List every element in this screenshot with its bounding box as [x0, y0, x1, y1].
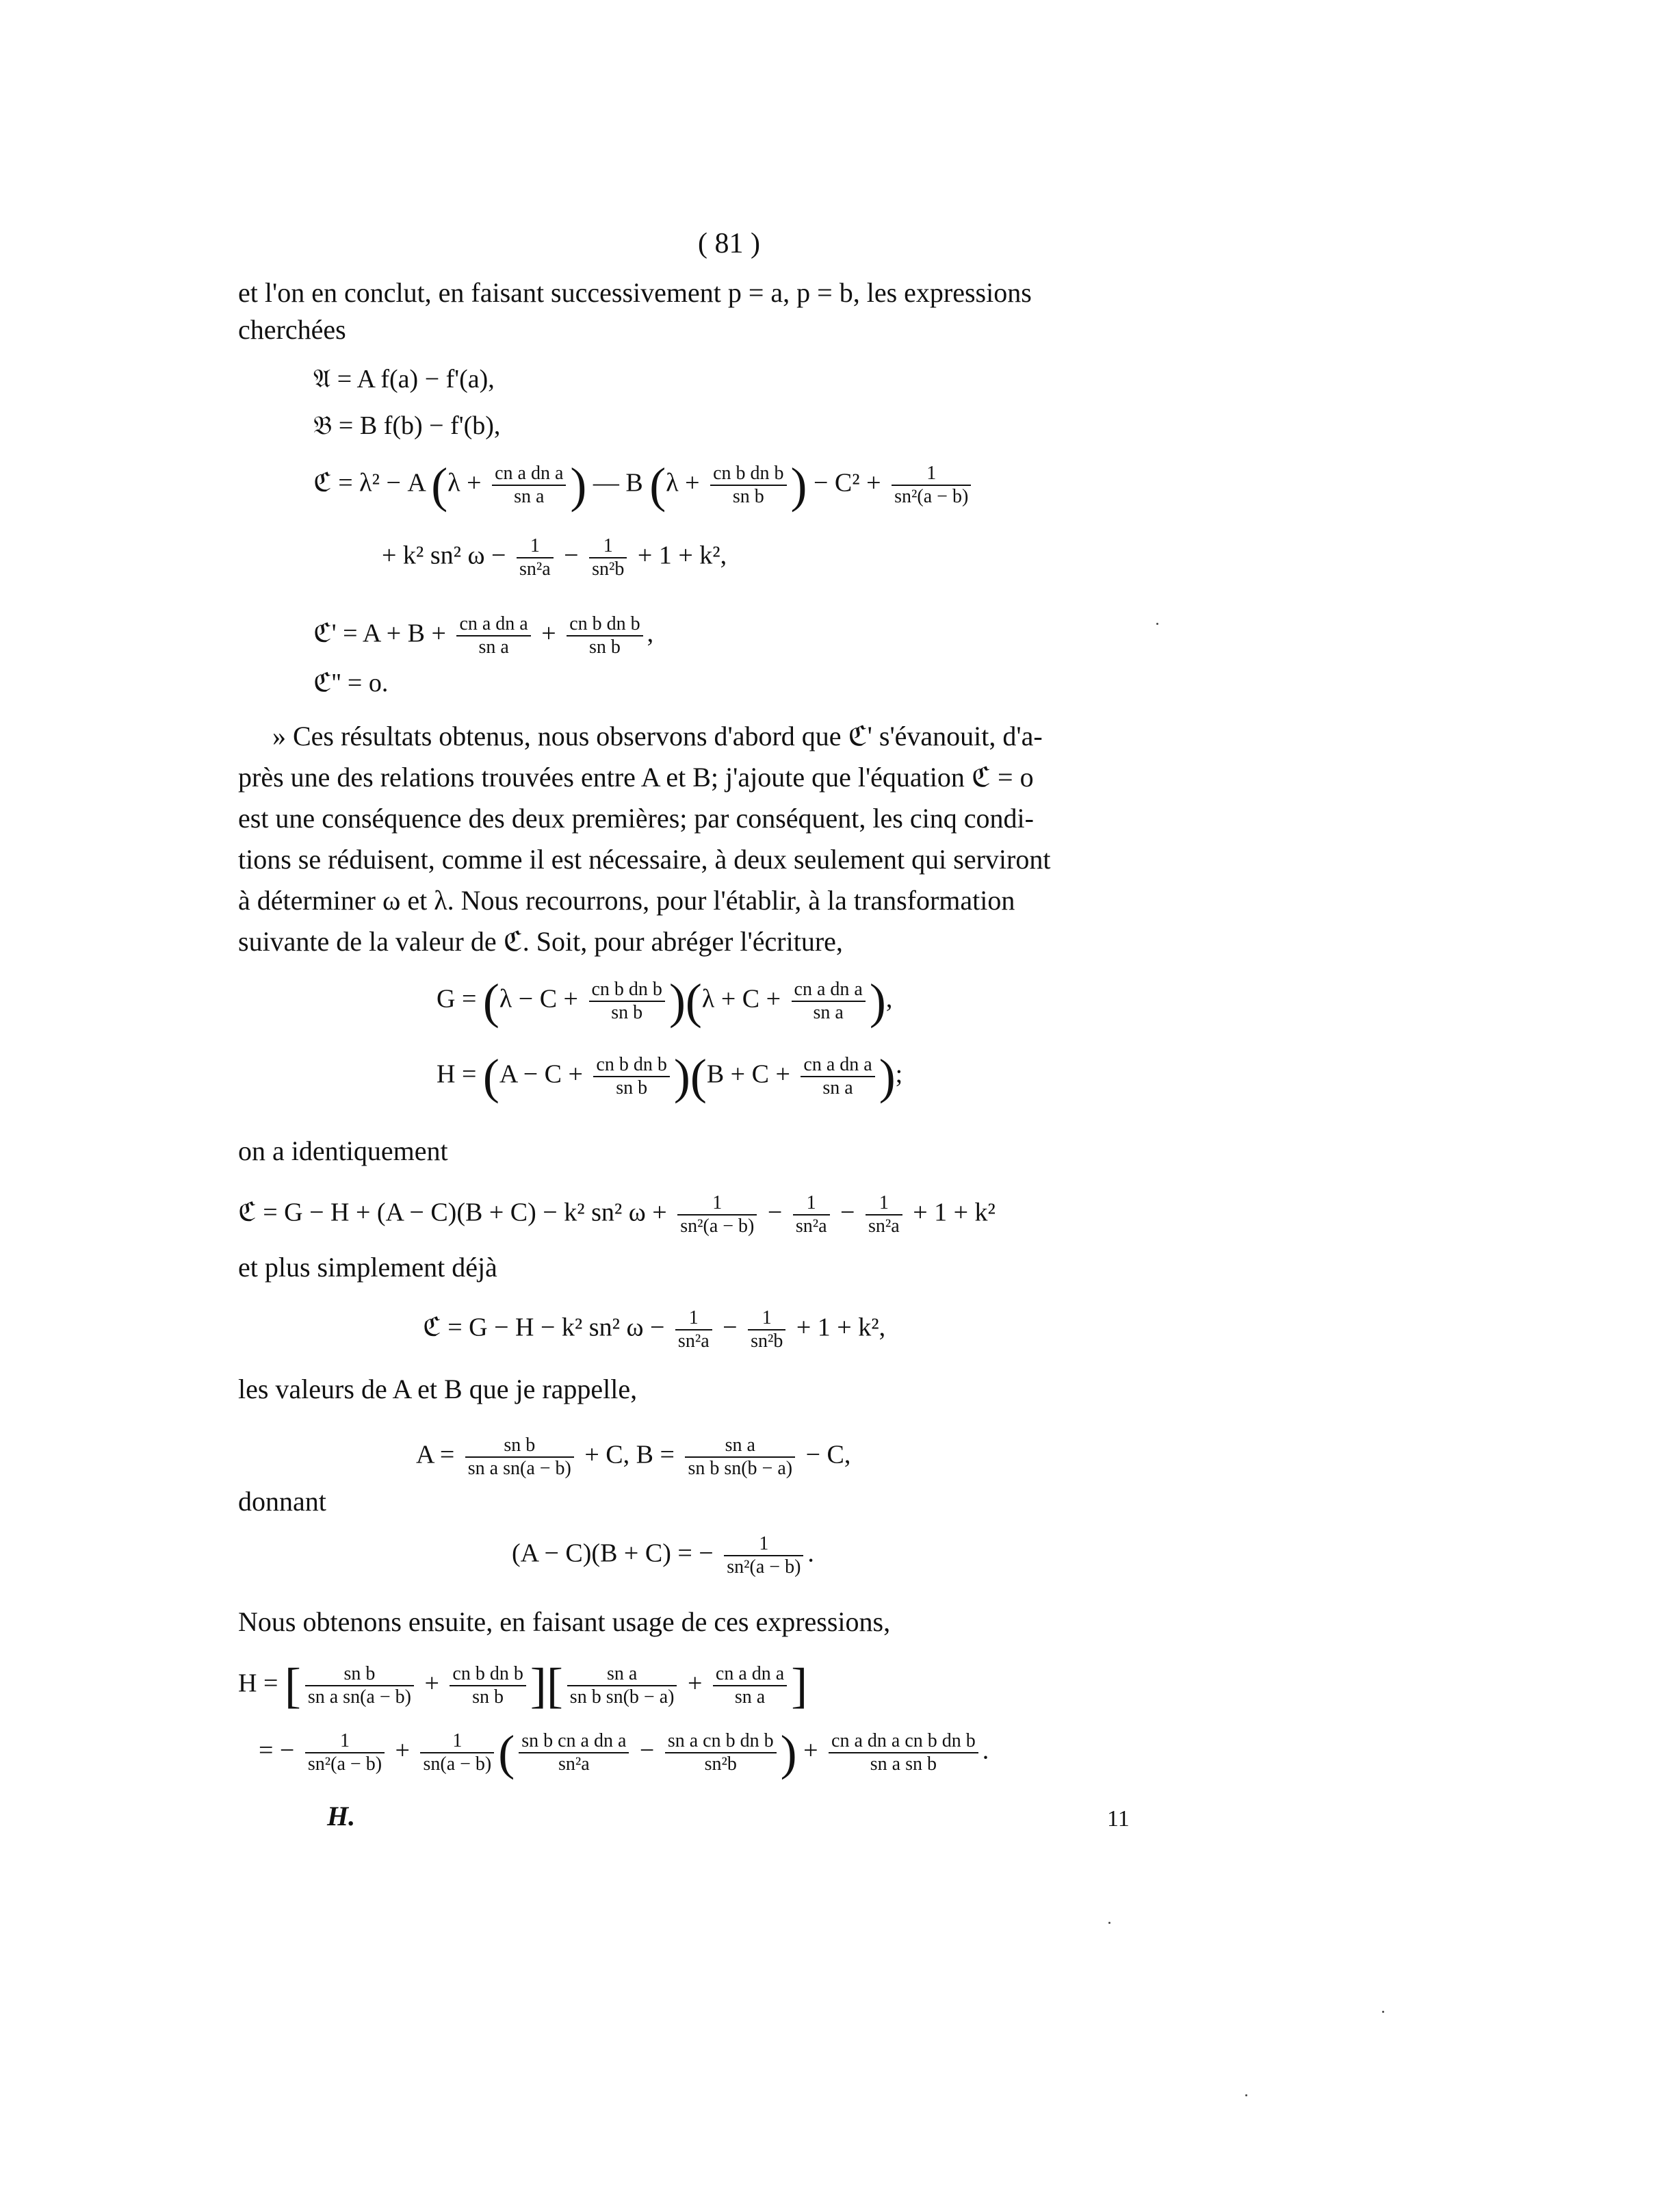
g-factor-1-text: λ − C +: [499, 984, 578, 1014]
simp-tail: + 1 + k²,: [796, 1313, 886, 1342]
denominator: sn²a: [866, 1214, 902, 1237]
denominator: sn²(a − b): [724, 1555, 803, 1578]
equation-h: [437, 1049, 903, 1104]
numerator: 1: [806, 1192, 816, 1213]
page-number: ( 81 ): [698, 228, 760, 259]
numerator: sn a: [725, 1435, 755, 1456]
eq-c2-lead: + k² sn² ω −: [382, 541, 506, 570]
denominator: sn a: [792, 1001, 866, 1024]
paragraph-6: donnant: [238, 1486, 326, 1517]
paren-open: (: [482, 1049, 499, 1104]
eq-c-lead: ℭ = λ² − A: [313, 468, 425, 498]
numerator: cn b dn b: [591, 979, 662, 1000]
hy-fraction-2: [420, 1730, 494, 1775]
paren-close: ): [879, 1049, 896, 1104]
numerator: 1: [926, 463, 937, 484]
ab-tail: − C,: [805, 1440, 851, 1469]
numerator: cn a dn a: [495, 463, 564, 484]
numerator: cn a dn a: [459, 613, 528, 634]
numerator: sn b: [343, 1663, 376, 1684]
equation-frak-a: 𝔄 = A f(a) − f'(a),: [313, 365, 495, 394]
hx-lead: H =: [238, 1669, 278, 1698]
paragraph-5: les valeurs de A et B que je rappelle,: [238, 1374, 638, 1404]
period: .: [807, 1539, 814, 1568]
eq-c-lambda: λ +: [447, 468, 482, 498]
numerator: 1: [688, 1307, 699, 1328]
comma: ,: [647, 619, 654, 648]
numerator: 1: [339, 1730, 350, 1751]
equation-identity: [238, 1192, 996, 1237]
numerator: sn a cn b dn b: [667, 1730, 774, 1751]
numerator: cn a dn a: [794, 979, 863, 1000]
equation-frak-c-prime: [313, 613, 653, 658]
numerator: cn b dn b: [713, 463, 784, 484]
paragraph-2-line-3: est une conséquence des deux premières; par conséquent, les cinq condi-: [238, 803, 1034, 834]
plus-sign: +: [541, 619, 556, 648]
paragraph-2-line-2: près une des relations trouvées entre A et B; j'ajoute que l'équation ℭ = o: [238, 762, 1034, 793]
numerator: cn b dn b: [569, 613, 640, 634]
numerator: 1: [759, 1533, 769, 1554]
hy-fraction-3: [519, 1730, 629, 1775]
numerator: cn b dn b: [596, 1054, 667, 1075]
simp-fraction-2: [748, 1307, 785, 1352]
h-factor-1-text: A − C +: [499, 1059, 583, 1089]
eq-c-lambda-2: λ +: [666, 468, 700, 498]
prod-lead: (A − C)(B + C) = −: [512, 1539, 714, 1568]
denominator: sn a sn(a − b): [305, 1685, 414, 1708]
denominator: sn a: [492, 485, 566, 508]
paragraph-7: Nous obtenons ensuite, en faisant usage de ces expressions,: [238, 1606, 891, 1637]
hx-fraction-3: [567, 1663, 677, 1708]
denominator: sn a sn(a − b): [465, 1456, 574, 1480]
denominator: sn²a: [793, 1214, 830, 1237]
eq-c-fraction-1: [492, 463, 566, 508]
minus-sign: −: [723, 1313, 738, 1342]
bracket-close: ]: [791, 1658, 808, 1713]
eq-c1-fraction-2: [567, 613, 642, 658]
footer-signature: H.: [327, 1801, 356, 1831]
paren-open: (: [482, 974, 499, 1029]
paragraph-2-line-6: suivante de la valeur de ℭ. Soit, pour abréger l'écriture,: [238, 926, 843, 957]
paren-close: ): [570, 458, 587, 513]
bracket-close: ]: [530, 1658, 547, 1713]
scan-speck: [1382, 2011, 1384, 2013]
denominator: sn a sn b: [829, 1752, 978, 1775]
denominator: sn b: [450, 1685, 525, 1708]
scan-speck: [1108, 1922, 1110, 1924]
paren-open: (: [685, 974, 702, 1029]
scan-speck: [1156, 623, 1158, 625]
ab-fraction-1: [465, 1435, 574, 1480]
semicolon: ;: [895, 1059, 903, 1089]
paragraph-1-line-2: cherchées: [238, 314, 346, 345]
paren-open: (: [431, 458, 448, 513]
equation-product: [512, 1533, 814, 1578]
denominator: sn a: [713, 1685, 787, 1708]
hx-fraction-1: [305, 1663, 414, 1708]
denominator: sn b sn(b − a): [685, 1456, 795, 1480]
plus-sign: +: [424, 1669, 439, 1698]
ident-fraction-3: [866, 1192, 902, 1237]
paragraph-3: on a identiquement: [238, 1135, 448, 1166]
numerator: 1: [603, 535, 613, 556]
paragraph-4: et plus simplement déjà: [238, 1252, 497, 1283]
eq-c-fraction-2: [710, 463, 786, 508]
denominator: sn b: [589, 1001, 665, 1024]
equation-frak-c-double-prime: ℭ'' = o.: [313, 669, 389, 697]
equation-h-expanded-line-2: [259, 1725, 989, 1780]
hy-lead: = −: [259, 1736, 295, 1765]
eq-c2-fraction-1: [517, 535, 554, 580]
numerator: cn b dn b: [452, 1663, 523, 1684]
equation-a-b-values: [416, 1435, 850, 1480]
comma: ,: [885, 984, 893, 1014]
eq-c-fraction-3: [892, 463, 971, 508]
minus-sign: −: [767, 1198, 783, 1227]
denominator: sn(a − b): [420, 1752, 494, 1775]
denominator: sn²(a − b): [305, 1752, 385, 1775]
paragraph-2-line-5: à déterminer ω et λ. Nous recourrons, pour l'établir, à la transformation: [238, 885, 1015, 916]
numerator: cn a dn a cn b dn b: [831, 1730, 976, 1751]
hy-fraction-5: [829, 1730, 978, 1775]
eq-c2-tail: + 1 + k²,: [637, 541, 727, 570]
numerator: sn a: [606, 1663, 638, 1684]
numerator: 1: [530, 535, 540, 556]
plus-sign: +: [395, 1736, 410, 1765]
denominator: sn a: [456, 635, 530, 658]
equation-frak-b: 𝔅 = B f(b) − f'(b),: [313, 411, 501, 440]
denominator: sn²b: [665, 1752, 777, 1775]
paren-open: (: [498, 1725, 515, 1780]
paren-close: ): [668, 974, 686, 1029]
footer-signature-number: 11: [1107, 1806, 1130, 1831]
ident-fraction-1: [677, 1192, 757, 1237]
paragraph-1-line-1: et l'on en conclut, en faisant successivement p = a, p = b, les expressions: [238, 277, 1032, 308]
paragraph-2-line-4: tions se réduisent, comme il est nécessaire, à deux seulement qui serviront: [238, 844, 1051, 875]
hy-fraction-4: [665, 1730, 777, 1775]
eq-c-minus-b: — B: [593, 468, 643, 498]
h-fraction-2: [801, 1054, 874, 1099]
ident-fraction-2: [793, 1192, 830, 1237]
paren-close: ): [869, 974, 886, 1029]
eq-c-minus-c2: − C² +: [814, 468, 881, 498]
denominator: sn b: [567, 635, 642, 658]
minus-sign: −: [639, 1736, 655, 1765]
denominator: sn²a: [519, 1752, 629, 1775]
h-lead: H =: [437, 1059, 477, 1089]
numerator: sn b cn a dn a: [521, 1730, 627, 1751]
paren-open: (: [690, 1049, 707, 1104]
bracket-open: [: [546, 1658, 563, 1713]
numerator: 1: [762, 1307, 772, 1328]
g-fraction-2: [792, 979, 866, 1024]
g-fraction-1: [589, 979, 665, 1024]
denominator: sn²(a − b): [892, 485, 971, 508]
numerator: 1: [452, 1730, 463, 1751]
ident-lead: ℭ = G − H + (A − C)(B + C) − k² sn² ω +: [238, 1198, 667, 1227]
h-factor-2-text: B + C +: [706, 1059, 790, 1089]
minus-sign: −: [564, 541, 579, 570]
ab-lead: A =: [416, 1440, 455, 1469]
denominator: sn b: [710, 485, 786, 508]
equation-frak-c-line-1: [313, 458, 975, 513]
eq-c2-fraction-2: [589, 535, 627, 580]
numerator: 1: [879, 1192, 889, 1213]
bracket-open: [: [284, 1658, 301, 1713]
plus-sign: +: [687, 1669, 703, 1698]
denominator: sn b: [593, 1076, 669, 1099]
denominator: sn²b: [589, 557, 627, 580]
equation-simplified: [423, 1307, 885, 1352]
paren-close: ): [673, 1049, 690, 1104]
prod-fraction: [724, 1533, 803, 1578]
plus-sign: +: [803, 1736, 818, 1765]
eq-c1-lead: ℭ' = A + B +: [313, 619, 446, 648]
minus-sign: −: [840, 1198, 855, 1227]
scan-speck: [1245, 2094, 1247, 2096]
simp-fraction-1: [675, 1307, 712, 1352]
denominator: sn a: [801, 1076, 874, 1099]
numerator: sn b: [504, 1435, 536, 1456]
denominator: sn²b: [748, 1329, 785, 1352]
equation-g: [437, 974, 893, 1029]
hx-fraction-4: [713, 1663, 787, 1708]
g-lead: G =: [437, 984, 477, 1014]
paren-close: ): [780, 1725, 797, 1780]
ab-fraction-2: [685, 1435, 795, 1480]
ab-mid: + C, B =: [584, 1440, 675, 1469]
numerator: 1: [712, 1192, 723, 1213]
equation-frak-c-line-2: [382, 535, 727, 580]
paren-close: ): [790, 458, 807, 513]
ident-tail: + 1 + k²: [913, 1198, 996, 1227]
denominator: sn²a: [675, 1329, 712, 1352]
h-fraction-1: [593, 1054, 669, 1099]
numerator: cn a dn a: [715, 1663, 785, 1684]
simp-lead: ℭ = G − H − k² sn² ω −: [423, 1313, 665, 1342]
paragraph-2-line-1: » Ces résultats obtenus, nous observons d'abord que ℭ' s'évanouit, d'a-: [272, 721, 1043, 751]
equation-h-expanded-line-1: [238, 1658, 808, 1713]
paren-open: (: [649, 458, 666, 513]
g-factor-2-text: λ + C +: [701, 984, 781, 1014]
numerator: cn a dn a: [803, 1054, 872, 1075]
denominator: sn b sn(b − a): [567, 1685, 677, 1708]
denominator: sn²a: [517, 557, 554, 580]
period: .: [982, 1736, 989, 1765]
denominator: sn²(a − b): [677, 1214, 757, 1237]
eq-c1-fraction-1: [456, 613, 530, 658]
hx-fraction-2: [450, 1663, 525, 1708]
hy-fraction-1: [305, 1730, 385, 1775]
